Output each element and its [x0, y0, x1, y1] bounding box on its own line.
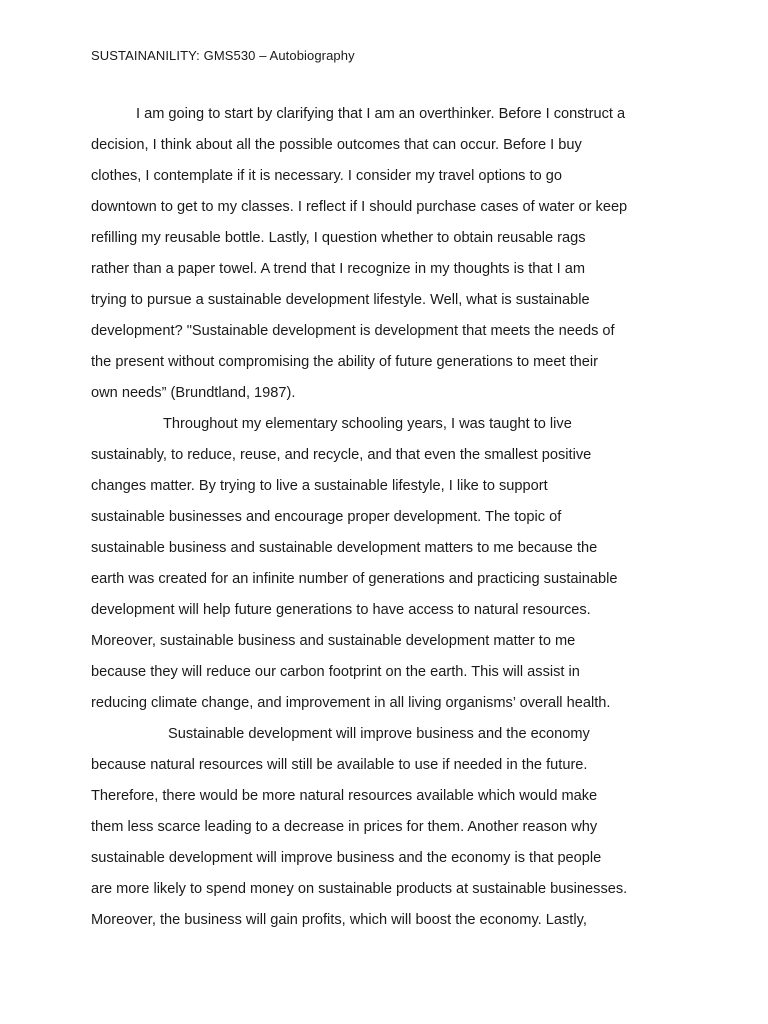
text-line: Moreover, sustainable business and sustainable development matter to me [91, 633, 576, 650]
document-body [91, 99, 681, 936]
text-line: reducing climate change, and improvement in all living organisms’ overall health. [91, 695, 611, 712]
text-line: sustainable business and sustainable development matters to me because the [91, 540, 598, 557]
paragraph-1 [91, 99, 681, 409]
text-line: Moreover, the business will gain profits, which will boost the economy. Lastly, [91, 912, 587, 929]
text-line: Therefore, there would be more natural resources available which would make [91, 788, 598, 805]
paragraph-2 [91, 409, 681, 719]
text-line: sustainably, to reduce, reuse, and recycle, and that even the smallest positive [91, 447, 592, 464]
text-line: because they will reduce our carbon footprint on the earth. This will assist in [91, 664, 580, 681]
text-line: own needs” (Brundtland, 1987). [91, 385, 296, 402]
text-line: development? "Sustainable development is development that meets the needs of [91, 323, 615, 340]
text-line: downtown to get to my classes. I reflect if I should purchase cases of water or keep [91, 199, 628, 216]
text-line: clothes, I contemplate if it is necessary. I consider my travel options to go [91, 168, 562, 185]
text-line: development will help future generations to have access to natural resources. [91, 602, 591, 619]
text-line: refilling my reusable bottle. Lastly, I question whether to obtain reusable rags [91, 230, 586, 247]
text-line: earth was created for an infinite number of generations and practicing sustainable [91, 571, 618, 588]
text-line: are more likely to spend money on sustainable products at sustainable businesses. [91, 881, 628, 898]
text-line: rather than a paper towel. A trend that I recognize in my thoughts is that I am [91, 261, 586, 278]
text-line: decision, I think about all the possible outcomes that can occur. Before I buy [91, 137, 582, 154]
text-line: them less scarce leading to a decrease in prices for them. Another reason why [91, 819, 598, 836]
text-line: the present without compromising the ability of future generations to meet their [91, 354, 598, 371]
paragraph-3 [91, 719, 681, 936]
text-line: changes matter. By trying to live a sustainable lifestyle, I like to support [91, 478, 548, 495]
text-line: Sustainable development will improve business and the economy [168, 726, 590, 743]
text-line: trying to pursue a sustainable development lifestyle. Well, what is sustainable [91, 292, 590, 309]
text-line: sustainable businesses and encourage proper development. The topic of [91, 509, 562, 526]
document-header: SUSTAINANILITY: GMS530 – Autobiography [91, 48, 355, 63]
text-line: because natural resources will still be available to use if needed in the future. [91, 757, 588, 774]
text-line: Throughout my elementary schooling years, I was taught to live [163, 416, 572, 433]
text-line: I am going to start by clarifying that I am an overthinker. Before I construct a [136, 106, 626, 122]
text-line: sustainable development will improve business and the economy is that people [91, 850, 602, 867]
